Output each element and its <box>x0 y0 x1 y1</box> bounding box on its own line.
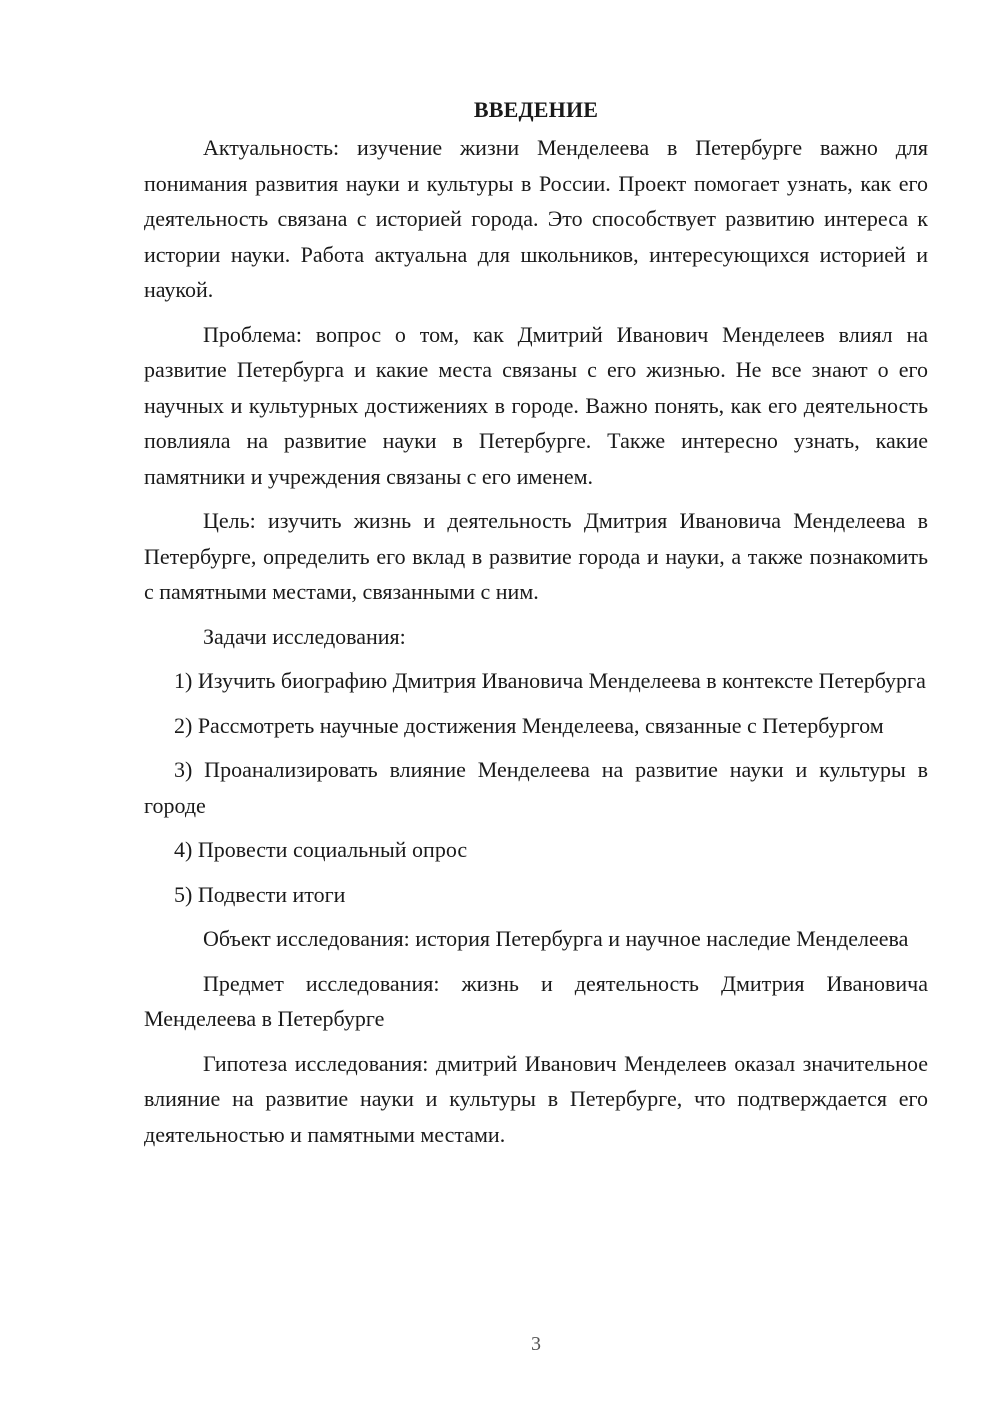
paragraph-subject: Предмет исследования: жизнь и деятельность Дмитрия Ивановича Менделеева в Петербурге <box>144 970 928 1031</box>
paragraph-tasks-heading: Задачи исследования: <box>203 623 406 649</box>
task-item: 3) Проанализировать влияние Менделеева на развитие науки и культуры в городе <box>144 757 928 818</box>
task-item: 1) Изучить биографию Дмитрия Ивановича Менделеева в контексте Петербурга <box>174 668 926 693</box>
task-item: 5) Подвести итоги <box>174 881 346 907</box>
task-item: 4) Провести социальный опрос <box>174 837 468 862</box>
paragraph-problem: Проблема: вопрос о том, как Дмитрий Иванович Менделеев влиял на развитие Петербурга и какие места связаны с его жизнью. Не все знают о его научных и культурных достижениях в городе. Важно понять, как его деятельность повлияла на развитие науки в Петербурге. Также интересно узнать, какие памятники и учреждения связаны с его именем. <box>144 321 928 489</box>
paragraph-hypothesis: Гипотеза исследования: дмитрий Иванович Менделеев оказал значительное влияние на развитие науки и культуры в Петербурге, что подтверждается его деятельностью и памятными местами. <box>144 1050 928 1147</box>
paragraph-goal: Цель: изучить жизнь и деятельность Дмитрия Ивановича Менделеева в Петербурге, определить его вклад в развитие города и науки, а также познакомить с памятными местами, связанными с ним. <box>144 508 928 604</box>
section-title: ВВЕДЕНИЕ <box>473 97 599 122</box>
task-item: 2) Рассмотреть научные достижения Менделеева, связанные с Петербургом <box>174 712 884 738</box>
paragraph-object: Объект исследования: история Петербурга и научное наследие Менделеева <box>203 926 909 951</box>
document-page <box>144 92 928 1161</box>
paragraph-relevance: Актуальность: изучение жизни Менделеева в Петербурге важно для понимания развития науки и культуры в России. Проект помогает узнать, как его деятельность связана с историей города. Это способствует развитию интереса к истории науки. Работа актуальна для школьников, интересующихся историей и наукой. <box>144 135 928 302</box>
page-number: 3 <box>531 1333 541 1355</box>
